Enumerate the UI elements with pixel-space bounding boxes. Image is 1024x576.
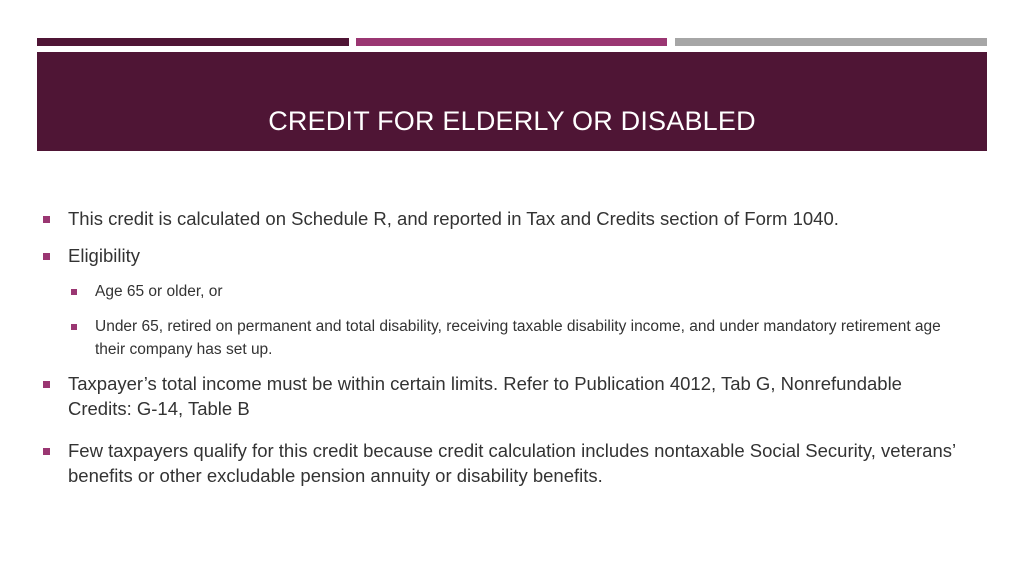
- bullet-list: [40, 206, 970, 488]
- accent-bar-magenta: [356, 38, 667, 46]
- square-bullet-icon: [43, 381, 50, 388]
- bullet-item: [40, 371, 970, 421]
- bullet-item: [40, 438, 970, 488]
- bullet-text: Age 65 or older, or: [95, 283, 223, 300]
- accent-bar-gray: [675, 38, 987, 46]
- square-bullet-icon: [71, 289, 77, 295]
- title-band: [37, 52, 987, 151]
- bullet-text: Few taxpayers qualify for this credit because credit calculation includes nontaxable Social Security, veterans’ benefits or other excludable pension annuity or disability benefits.: [68, 440, 956, 486]
- bullet-text: Eligibility: [68, 245, 140, 266]
- sub-bullet-item: [40, 280, 970, 303]
- slide-title: CREDIT FOR ELDERLY OR DISABLED: [268, 106, 756, 136]
- square-bullet-icon: [43, 448, 50, 455]
- bullet-text: This credit is calculated on Schedule R, and reported in Tax and Credits section of Form 1040.: [68, 208, 839, 229]
- accent-bar-dark: [37, 38, 349, 46]
- square-bullet-icon: [43, 216, 50, 223]
- bullet-item: [40, 243, 970, 268]
- bullet-item: [40, 206, 970, 231]
- bullet-text: Under 65, retired on permanent and total disability, receiving taxable disability income, and under mandatory retirement age their company has set up.: [95, 318, 941, 358]
- bullet-text: Taxpayer’s total income must be within certain limits. Refer to Publication 4012, Tab G, Nonrefundable Credits: G-14, Table B: [68, 373, 902, 419]
- square-bullet-icon: [71, 324, 77, 330]
- sub-bullet-item: [40, 315, 970, 361]
- square-bullet-icon: [43, 253, 50, 260]
